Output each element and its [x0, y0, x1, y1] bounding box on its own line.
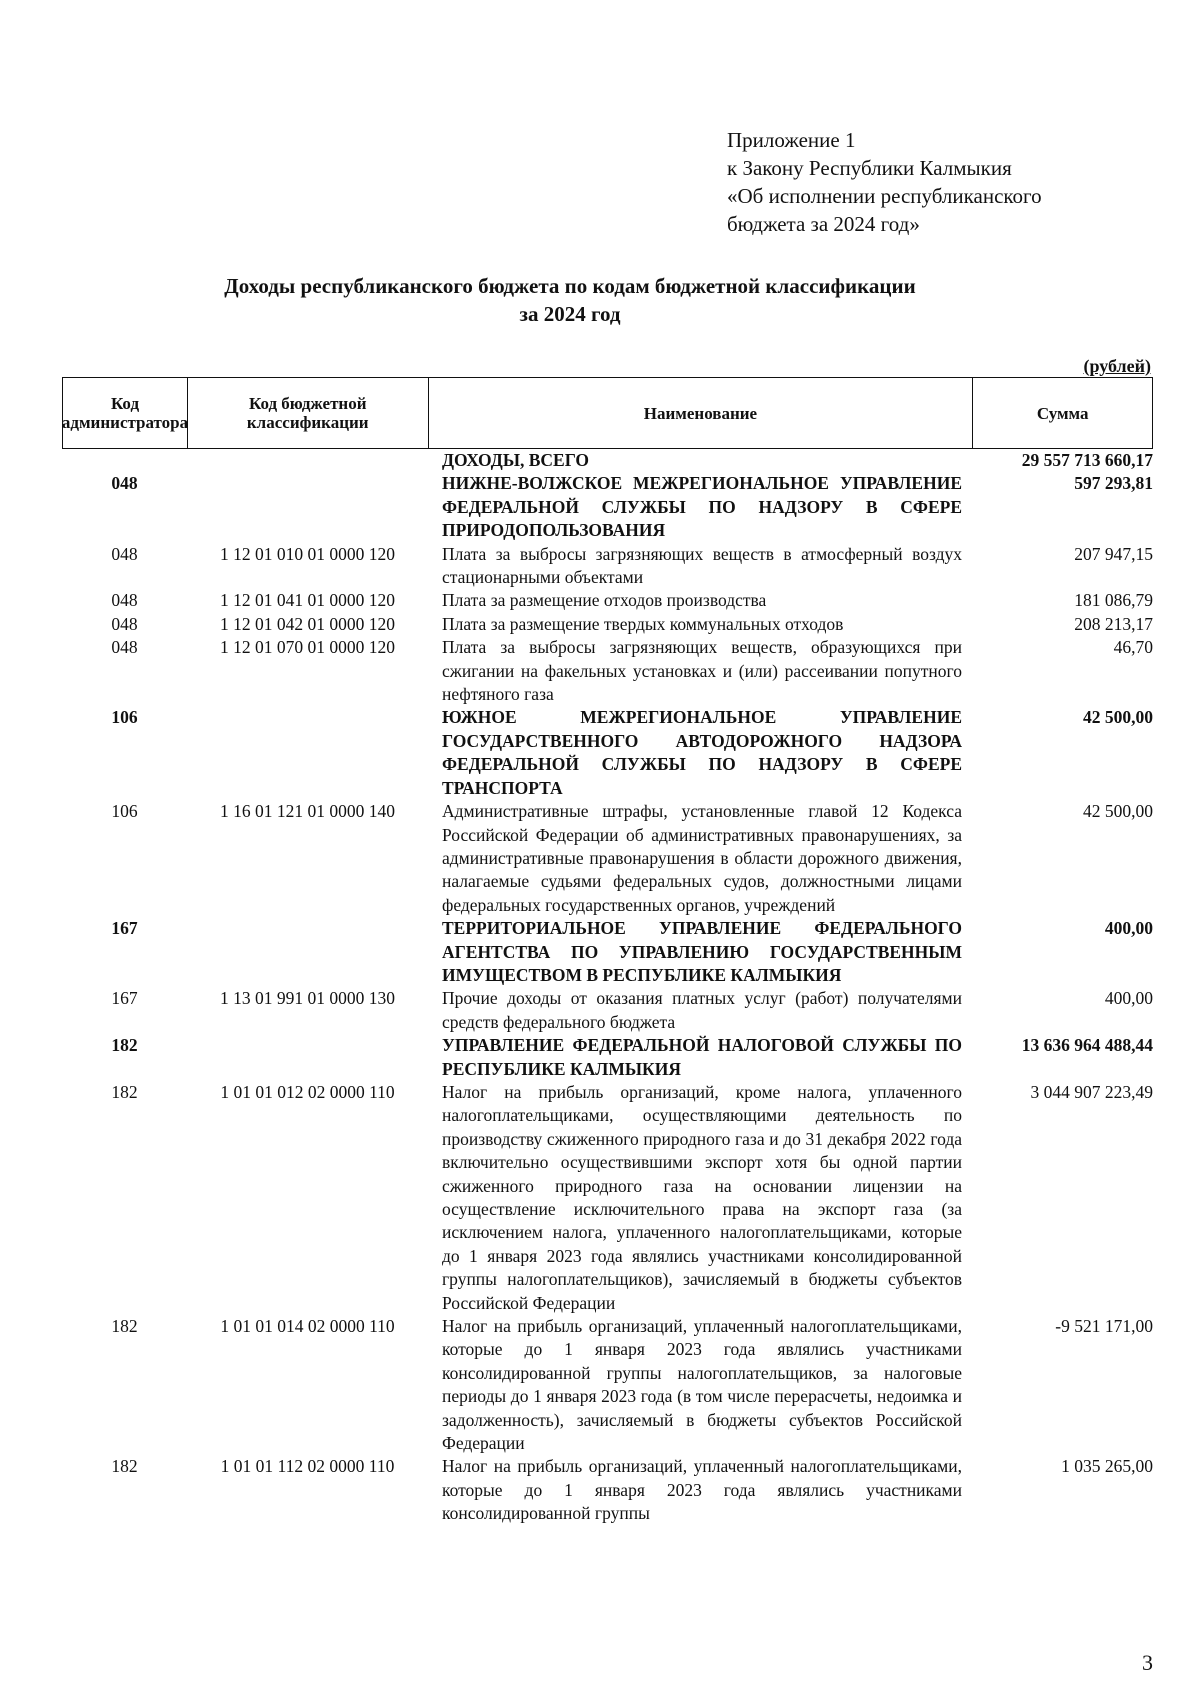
- admin-code-cell: 048: [111, 637, 138, 658]
- table-row: [62, 589, 1153, 612]
- admin-code-cell: 182: [111, 1316, 138, 1337]
- admin-code-cell: 106: [111, 801, 138, 822]
- admin-code-cell: 048: [111, 590, 138, 611]
- name-cell: Налог на прибыль организаций, кроме налога, уплаченного налогоплательщиками, осуществляющими деятельность по производству сжиженного природного газа и до 31 декабря 2022 года включительно осуществившими экспорт хотя бы одной партии сжиженного природного газа на основании лицензии на осуществление исключительного права на экспорт газа (за исключением налога, уплаченного налогоплательщиками, которые до 1 января 2023 года являлись участниками консолидированной группы налогоплательщиков), зачисляемый в бюджеты субъектов Российской Федерации: [442, 1081, 962, 1313]
- budget-code-cell: 1 12 01 042 01 0000 120: [220, 613, 395, 634]
- name-cell: ДОХОДЫ, ВСЕГО: [442, 450, 590, 470]
- admin-code-cell: 182: [111, 1456, 138, 1477]
- budget-code-cell: 1 12 01 070 01 0000 120: [220, 637, 395, 658]
- table-row: [62, 613, 1153, 636]
- table-body: [62, 449, 1153, 1526]
- table-row: [62, 1034, 1153, 1081]
- admin-code-cell: 106: [111, 707, 138, 728]
- name-cell: Плата за размещение твердых коммунальных отходов: [442, 613, 844, 634]
- table-row: [62, 543, 1153, 590]
- budget-code-cell: 1 01 01 014 02 0000 110: [220, 1316, 395, 1337]
- admin-code-cell: 167: [111, 988, 138, 1009]
- appendix-line-1: Приложение 1: [727, 128, 856, 152]
- budget-code-cell: 1 13 01 991 01 0000 130: [220, 988, 395, 1009]
- appendix-line-4: бюджета за 2024 год»: [727, 212, 920, 236]
- table-row: [62, 917, 1153, 987]
- name-cell: УПРАВЛЕНИЕ ФЕДЕРАЛЬНОЙ НАЛОГОВОЙ СЛУЖБЫ ПО РЕСПУБЛИКЕ КАЛМЫКИЯ: [442, 1035, 962, 1079]
- admin-code-cell: 048: [111, 613, 138, 634]
- budget-code-cell: [187, 472, 428, 542]
- admin-code-cell: 167: [111, 918, 138, 939]
- sum-cell: 3 044 907 223,49: [1030, 1081, 1153, 1102]
- name-cell: НИЖНЕ-ВОЛЖСКОЕ МЕЖРЕГИОНАЛЬНОЕ УПРАВЛЕНИЕ ФЕДЕРАЛЬНОЙ СЛУЖБЫ ПО НАДЗОРУ В СФЕРЕ ПРИРОДОПОЛЬЗОВАНИЯ: [442, 473, 962, 541]
- table-row: [62, 1455, 1153, 1525]
- sum-cell: 29 557 713 660,17: [1021, 450, 1153, 470]
- admin-code-cell: [62, 449, 187, 472]
- appendix-line-2: к Закону Республики Калмыкия: [727, 156, 1012, 180]
- name-cell: Плата за размещение отходов производства: [442, 590, 767, 611]
- sum-cell: 181 086,79: [1074, 590, 1153, 611]
- name-cell: Налог на прибыль организаций, уплаченный налогоплательщиками, которые до 1 января 2023 года являлись участниками консолидированной группы налогоплательщиков, за налоговые периоды до 1 января 2023 года (в том числе перерасчеты, недоимка и задолженность), зачисляемый в бюджеты субъектов Российской Федерации: [442, 1316, 962, 1454]
- budget-code-cell: [187, 449, 428, 472]
- table-row: [62, 472, 1153, 542]
- table-row: [62, 1315, 1153, 1455]
- appendix-block: [727, 126, 1042, 238]
- table-row: [62, 449, 1153, 472]
- name-cell: Административные штрафы, установленные главой 12 Кодекса Российской Федерации об административных правонарушениях, за административные правонарушения в области дорожного движения, налагаемые судьями федеральных судов, должностными лицами федеральных государственных органов, учреждений: [442, 801, 962, 915]
- name-cell: Прочие доходы от оказания платных услуг (работ) получателями средств федерального бюджета: [442, 988, 962, 1032]
- table-row: [62, 987, 1153, 1034]
- header-sum: Сумма: [1036, 403, 1089, 423]
- title-line-1: Доходы республиканского бюджета по кодам бюджетной классификации: [224, 274, 916, 298]
- sum-cell: 13 636 964 488,44: [1021, 1035, 1153, 1056]
- budget-code-cell: [187, 917, 428, 987]
- name-cell: Плата за выбросы загрязняющих веществ, образующихся при сжигании на факельных установках и (или) рассеивании попутного нефтяного газа: [442, 637, 962, 705]
- name-cell: ТЕРРИТОРИАЛЬНОЕ УПРАВЛЕНИЕ ФЕДЕРАЛЬНОГО АГЕНТСТВА ПО УПРАВЛЕНИЮ ГОСУДАРСТВЕННЫМ ИМУЩЕСТВОМ В РЕСПУБЛИКЕ КАЛМЫКИЯ: [442, 918, 962, 985]
- table-row: [62, 800, 1153, 917]
- admin-code-cell: 048: [111, 473, 138, 494]
- table-row: [62, 706, 1153, 800]
- name-cell: Плата за выбросы загрязняющих веществ в атмосферный воздух стационарными объектами: [442, 543, 962, 588]
- sum-cell: 46,70: [1113, 637, 1153, 658]
- name-cell: Налог на прибыль организаций, уплаченный налогоплательщиками, которые до 1 января 2023 года являлись участниками консолидированной группы: [442, 1456, 962, 1524]
- admin-code-cell: 048: [111, 543, 138, 564]
- budget-code-cell: 1 12 01 010 01 0000 120: [220, 543, 395, 564]
- sum-cell: 597 293,81: [1074, 473, 1153, 494]
- budget-code-cell: 1 01 01 012 02 0000 110: [220, 1081, 395, 1102]
- budget-code-cell: [187, 706, 428, 800]
- sum-cell: 207 947,15: [1074, 543, 1153, 564]
- header-name: Наименование: [429, 378, 974, 448]
- sum-cell: 400,00: [1104, 918, 1153, 939]
- units-label: (рублей): [1083, 356, 1151, 376]
- budget-code-cell: 1 12 01 041 01 0000 120: [220, 590, 395, 611]
- appendix-line-3: «Об исполнении республиканского: [727, 184, 1042, 208]
- sum-cell: 42 500,00: [1083, 707, 1153, 728]
- sum-cell: 208 213,17: [1074, 613, 1153, 634]
- table-row: [62, 636, 1153, 706]
- title-line-2: за 2024 год: [519, 302, 621, 326]
- table-header: [62, 377, 1153, 449]
- sum-cell: 400,00: [1104, 988, 1153, 1009]
- document-title: [150, 272, 990, 328]
- admin-code-cell: 182: [111, 1035, 138, 1056]
- header-admin-code: Код администратора: [63, 378, 188, 448]
- page-number: 3: [1142, 1650, 1153, 1675]
- budget-code-cell: 1 01 01 112 02 0000 110: [220, 1456, 395, 1477]
- name-cell: ЮЖНОЕ МЕЖРЕГИОНАЛЬНОЕ УПРАВЛЕНИЕ ГОСУДАРСТВЕННОГО АВТОДОРОЖНОГО НАДЗОРА ФЕДЕРАЛЬНОЙ СЛУЖБЫ ПО НАДЗОРУ В СФЕРЕ ТРАНСПОРТА: [442, 707, 962, 798]
- header-budget-code: Код бюджетной классификации: [188, 378, 429, 448]
- budget-code-cell: 1 16 01 121 01 0000 140: [220, 801, 395, 822]
- budget-code-cell: [187, 1034, 428, 1081]
- table-row: [62, 1081, 1153, 1315]
- sum-cell: -9 521 171,00: [1055, 1316, 1153, 1337]
- sum-cell: 1 035 265,00: [1061, 1456, 1153, 1477]
- sum-cell: 42 500,00: [1083, 801, 1153, 822]
- admin-code-cell: 182: [111, 1081, 138, 1102]
